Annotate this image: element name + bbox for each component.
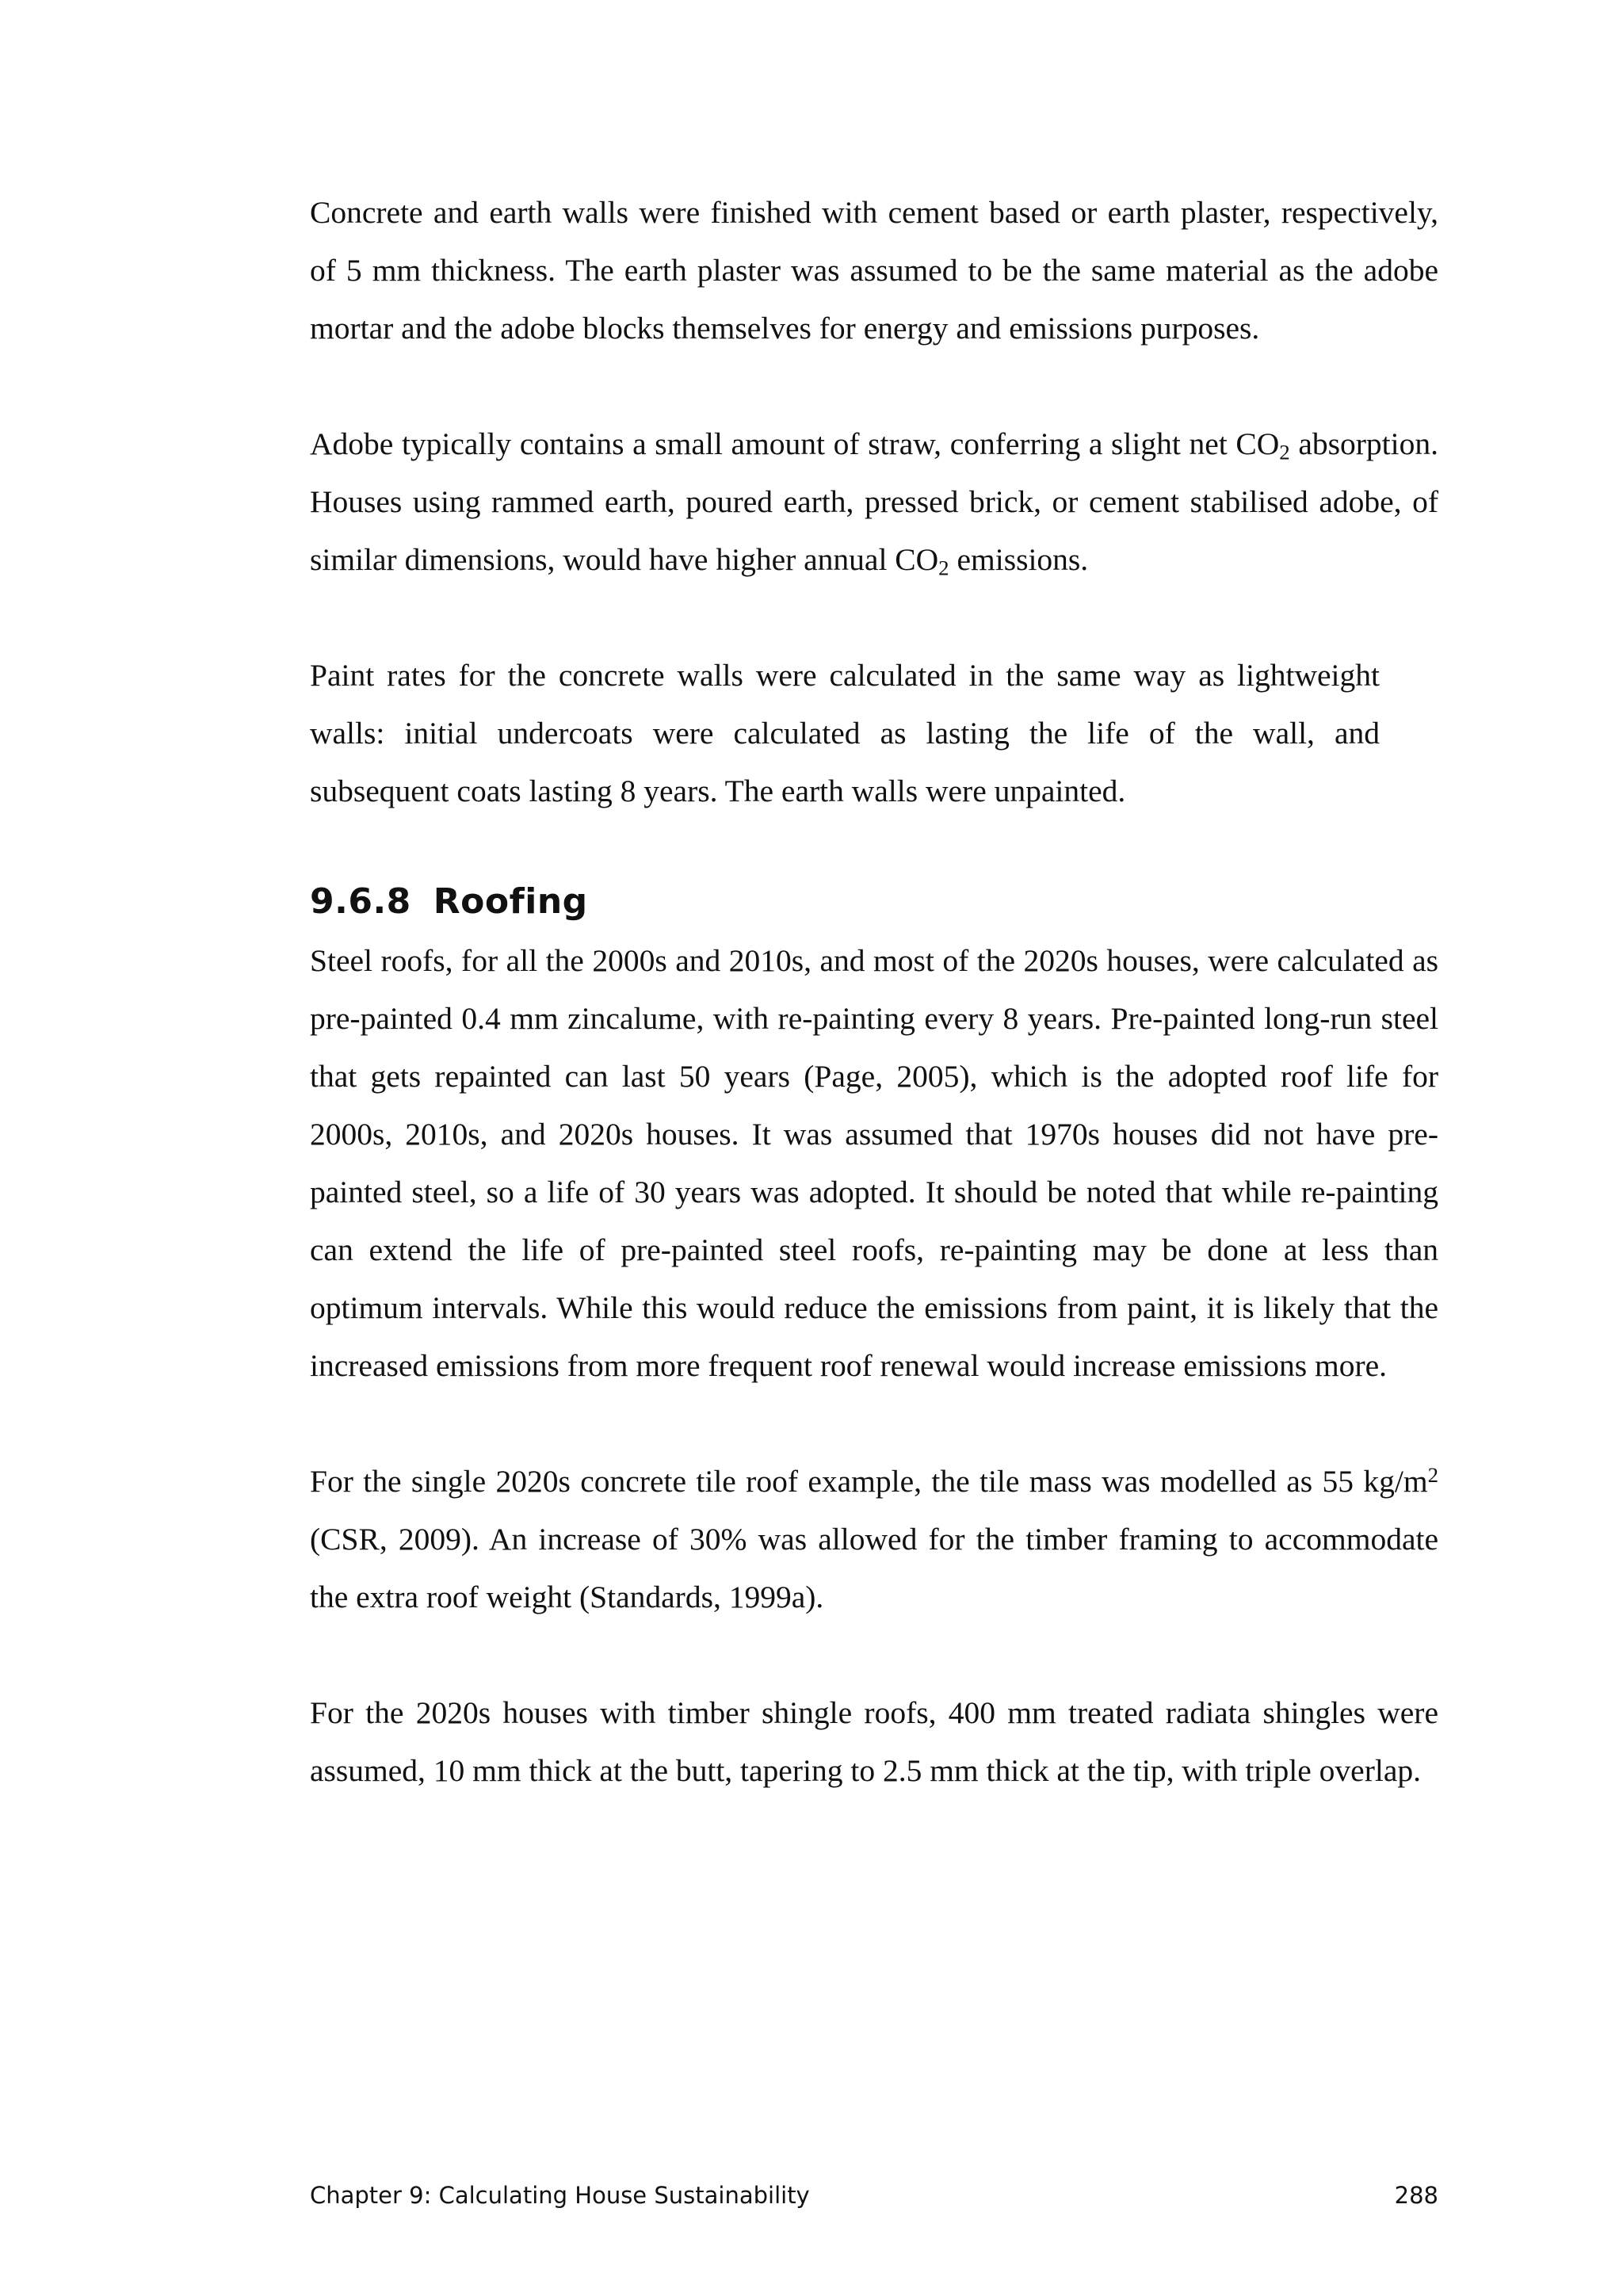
section-number: 9.6.8 — [310, 881, 411, 922]
paragraph-plaster: Concrete and earth walls were finished with cement based or earth plaster, respectively, of 5 mm thickness. The earth plaster was assumed to be the same material as the adobe mortar and the adobe blocks themselves for energy and emissions purposes. — [310, 195, 1438, 346]
footer-chapter-title: Chapter 9: Calculating House Sustainability — [310, 2182, 810, 2209]
paragraph-concrete-tile-text-b: (CSR, 2009). An increase of 30% was allowed for the timber framing to accommodate the extra roof weight (Standards, 1999a). — [310, 1522, 1438, 1614]
paragraph-steel-roofs: Steel roofs, for all the 2000s and 2010s, and most of the 2020s houses, were calculated as pre-painted 0.4 mm zincalume, with re-painting every 8 years. Pre-painted long-run steel that gets repainted can last 50 years (Page, 2005), which is the adopted roof life for 2000s, 2010s, and 2020s houses. It was assumed that 1970s houses did not have pre-painted steel, so a life of 30 years was adopted. It should be noted that while re-painting can extend the life of pre-painted steel roofs, re-painting may be done at less than optimum intervals. While this would reduce the emissions from paint, it is likely that the increased emissions from more frequent roof renewal would increase emissions more. — [310, 943, 1438, 1383]
subscript-2: 2 — [938, 556, 949, 580]
page-footer — [310, 2179, 1438, 2211]
subscript-2: 2 — [1279, 440, 1290, 464]
paragraph-adobe-text-c: emissions. — [949, 542, 1089, 577]
paragraph-concrete-tile — [310, 1453, 1438, 1626]
page-content — [310, 184, 1438, 1800]
section-heading — [310, 878, 1438, 926]
paragraph-paint-rates: Paint rates for the concrete walls were calculated in the same way as lightweight walls: initial undercoats were calculated as lasting the life of the wall, and subsequent coats lasting 8 years. The earth walls were unpainted. — [310, 658, 1380, 808]
page-number: 288 — [1394, 2182, 1438, 2209]
paragraph-adobe-text-b: absorption. Houses using rammed earth, poured earth, pressed brick, or cement stabilised adobe, of similar dimensions, would have higher annual CO — [310, 426, 1438, 577]
superscript-2: 2 — [1427, 1462, 1438, 1487]
paragraph-timber-shingle: For the 2020s houses with timber shingle roofs, 400 mm treated radiata shingles were assumed, 10 mm thick at the butt, tapering to 2.5 mm thick at the tip, with triple overlap. — [310, 1695, 1438, 1788]
paragraph-adobe-text-a: Adobe typically contains a small amount of straw, conferring a slight net CO — [310, 426, 1280, 461]
paragraph-adobe — [310, 415, 1438, 589]
section-title: Roofing — [433, 881, 588, 922]
paragraph-concrete-tile-text-a: For the single 2020s concrete tile roof example, the tile mass was modelled as 55 kg/m — [310, 1464, 1428, 1499]
